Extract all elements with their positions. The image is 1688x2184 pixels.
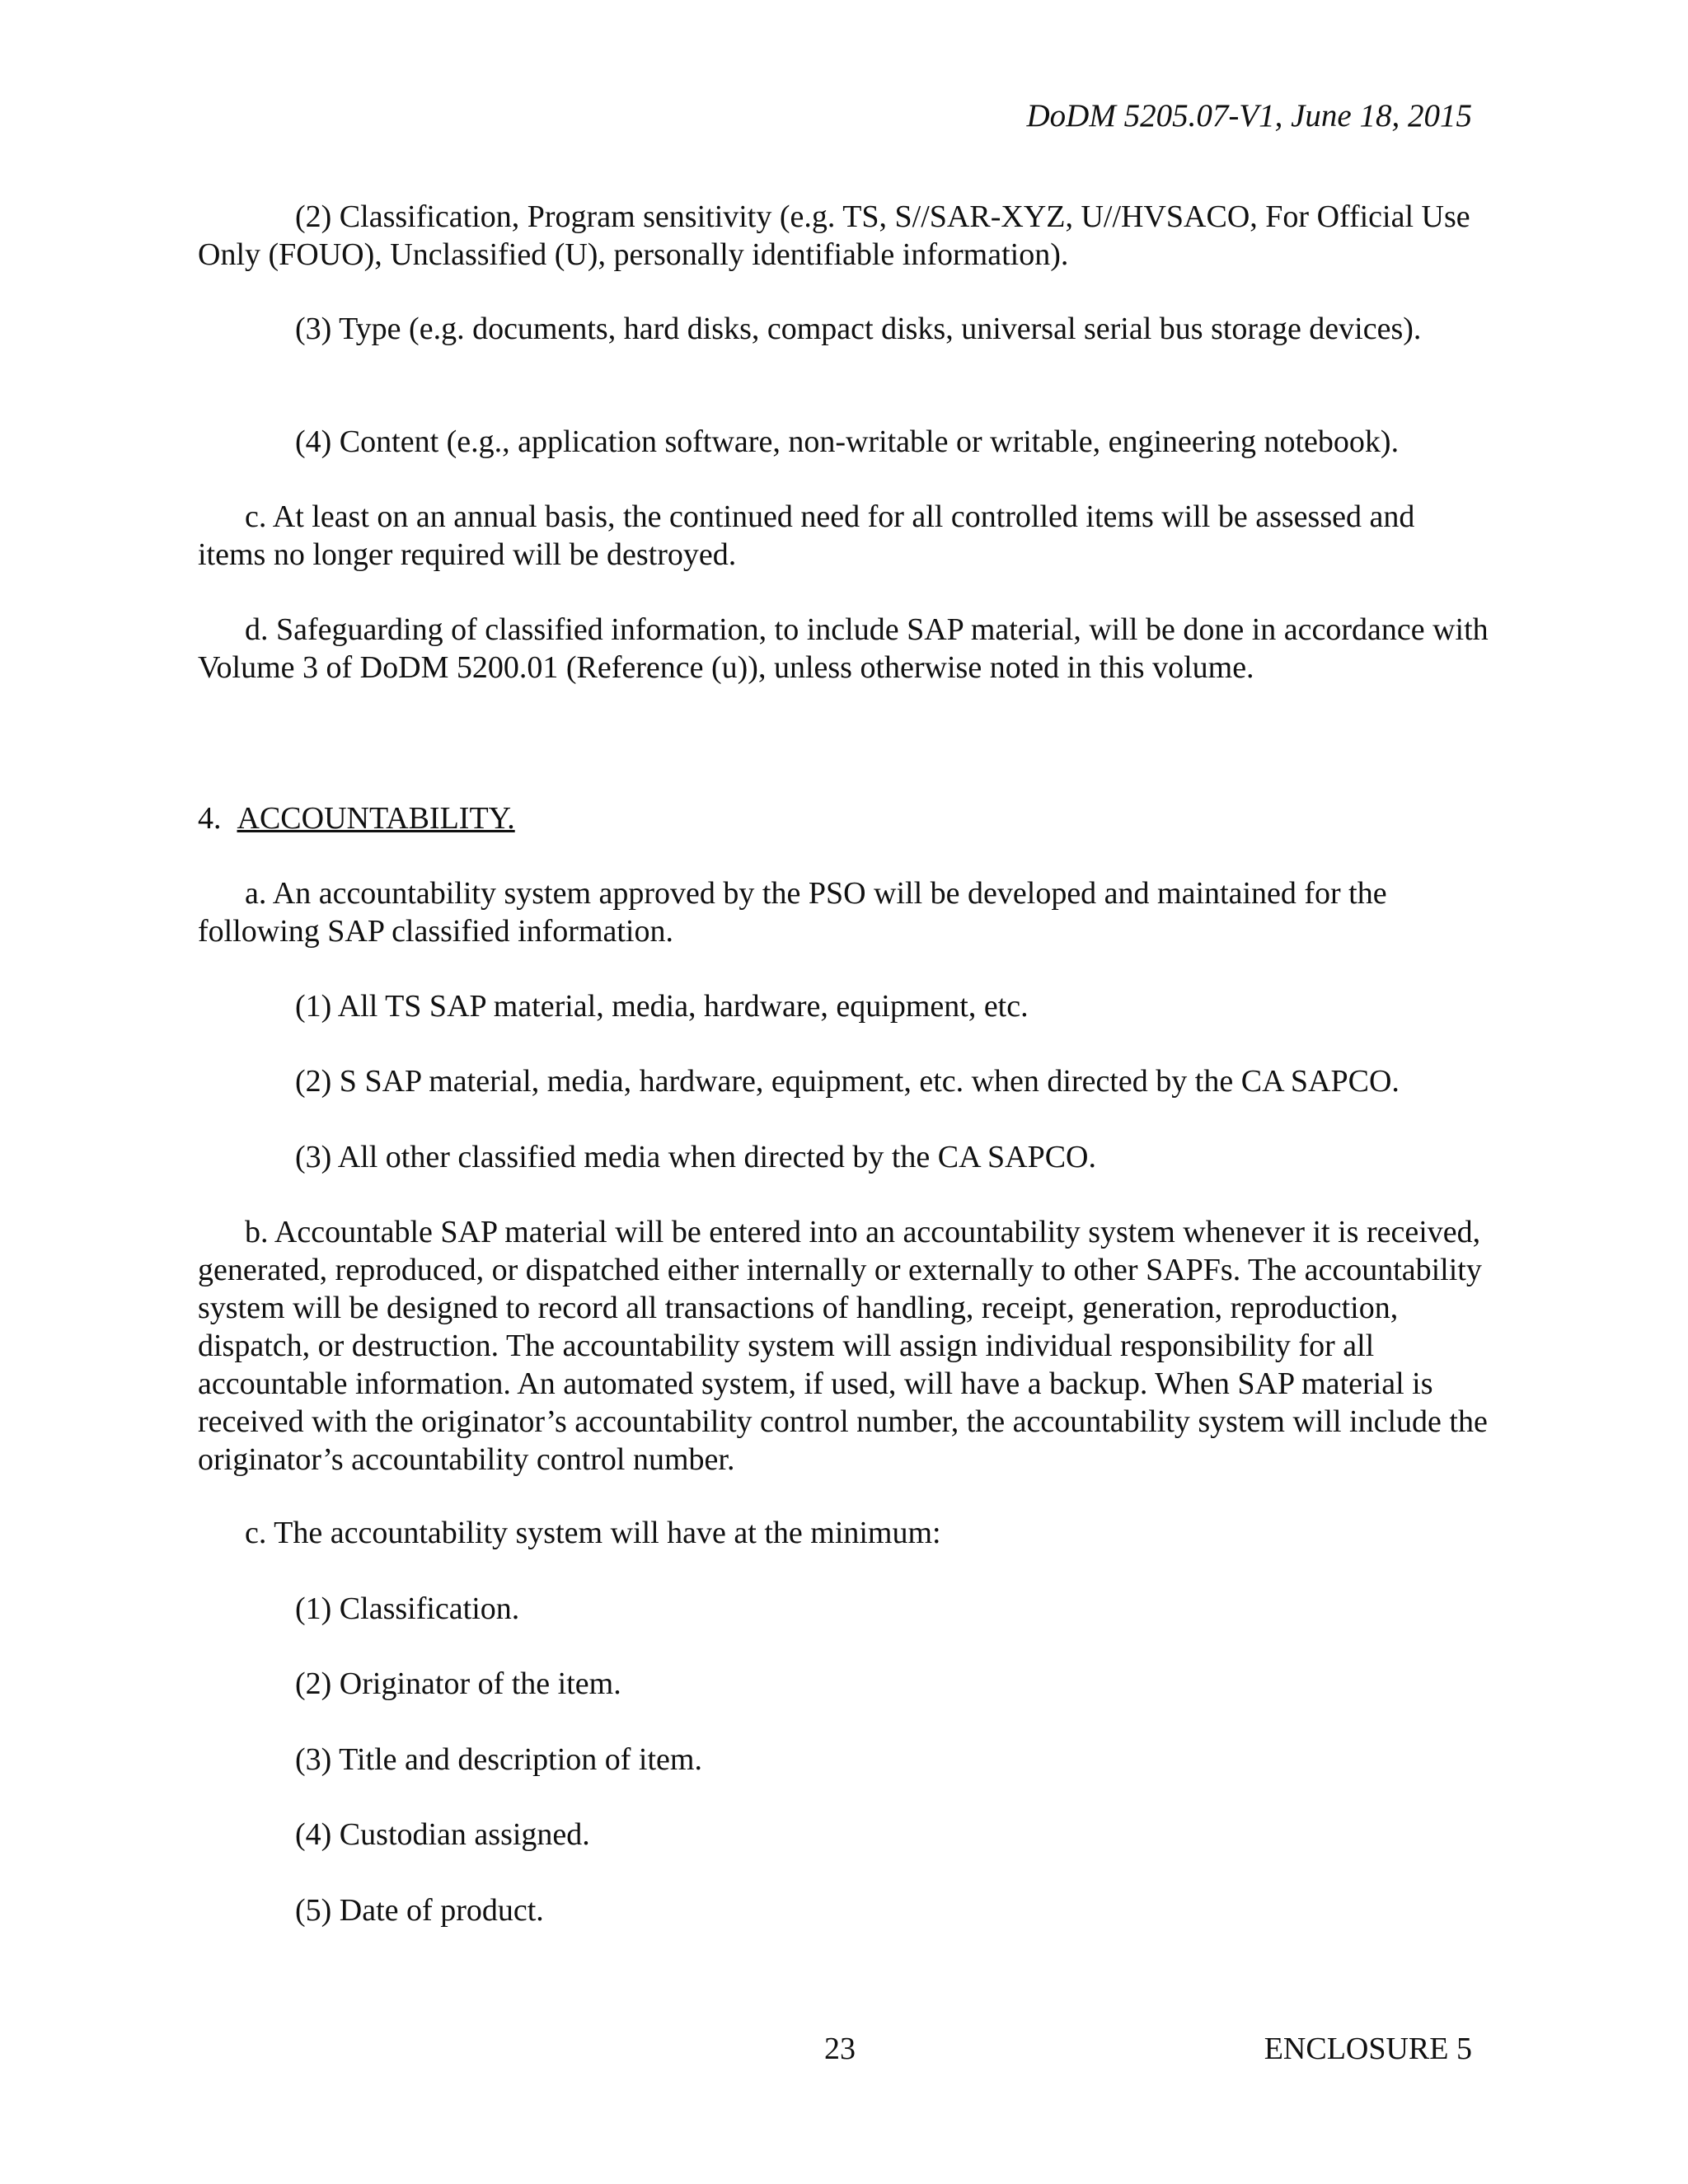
- paragraph-b2: (2) Classification, Program sensitivity (e.g. TS, S//SAR-XYZ, U//HVSACO, For Official Use Only (FOUO), Unclassified (U), personally identifiable information).: [198, 199, 1470, 272]
- section-number: 4.: [198, 801, 222, 836]
- paragraph-d: d. Safeguarding of classified information, to include SAP material, will be done in accordance with Volume 3 of DoDM 5200.01 (Reference (u)), unless otherwise noted in this volume.: [198, 612, 1489, 685]
- paragraph-4b: b. Accountable SAP material will be entered into an accountability system whenever it is received, generated, reproduced, or dispatched either internally or externally to other SAPFs. The accountability system will be designed to record all transactions of handling, receipt, generation, reproduction, dispatch, or destruction. The accountability system will assign individual responsibility for all accountable information. An automated system, if used, will have a backup. When SAP material is received with the originator’s accountability control number, the accountability system will include the originator’s accountability control number.: [198, 1215, 1488, 1477]
- list-item: (3) Title and description of item.: [295, 1742, 702, 1777]
- section-title: ACCOUNTABILITY.: [237, 801, 515, 836]
- paragraph-c: c. At least on an annual basis, the continued need for all controlled items will be assessed and items no longer required will be destroyed.: [198, 499, 1415, 572]
- paragraph-b3: (3) Type (e.g. documents, hard disks, compact disks, universal serial bus storage devices).: [295, 312, 1422, 346]
- list-item: (2) Originator of the item.: [295, 1666, 621, 1701]
- list-item: (2) S SAP material, media, hardware, equipment, etc. when directed by the CA SAPCO.: [295, 1064, 1400, 1099]
- list-item: (3) All other classified media when directed by the CA SAPCO.: [295, 1140, 1096, 1174]
- list-item: (5) Date of product.: [295, 1893, 544, 1928]
- enclosure-label: ENCLOSURE 5: [1264, 2032, 1472, 2066]
- paragraph-4a: a. An accountability system approved by the PSO will be developed and maintained for the following SAP classified information.: [198, 876, 1387, 949]
- list-item: (4) Custodian assigned.: [295, 1817, 590, 1852]
- list-item: (1) Classification.: [295, 1591, 520, 1626]
- section-heading: [198, 799, 515, 837]
- page-number: 23: [824, 2032, 856, 2066]
- document-header: DoDM 5205.07-V1, June 18, 2015: [1026, 98, 1472, 134]
- paragraph-b4: (4) Content (e.g., application software, non-writable or writable, engineering notebook).: [295, 424, 1400, 459]
- paragraph-4c: c. The accountability system will have at the minimum:: [245, 1516, 941, 1550]
- list-item: (1) All TS SAP material, media, hardware, equipment, etc.: [295, 989, 1029, 1024]
